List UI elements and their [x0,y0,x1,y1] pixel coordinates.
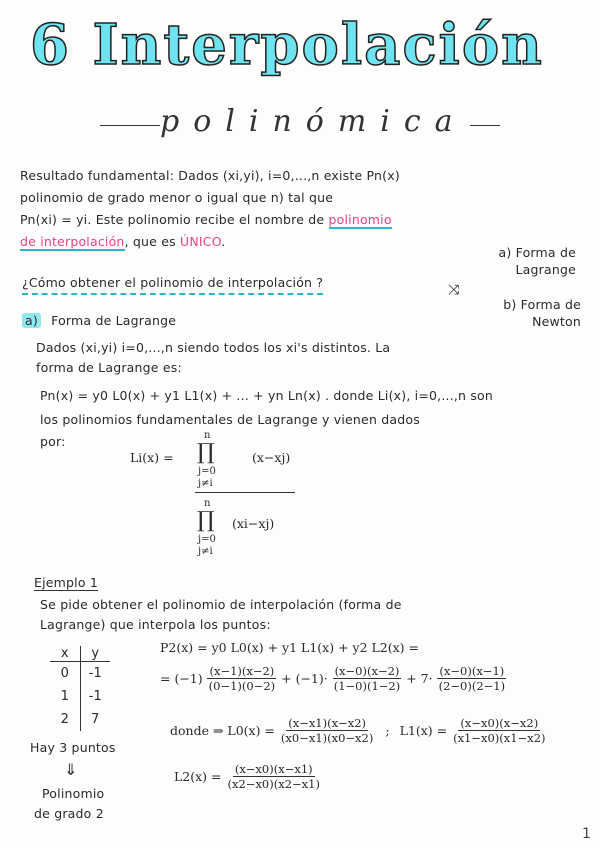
li-label: Li(x) = [130,450,174,465]
theorem-line-1: Resultado fundamental: Dados (xi,yi), i=0,...,n existe Pn(x) [20,168,400,183]
note-grado: de grado 2 [34,806,104,821]
table-cell: -1 [88,689,102,704]
separator: ; [385,723,390,738]
theorem-line-2: polinomio de grado menor o igual que n) tal que [20,190,334,205]
question-arrow-icon: ⤨ [448,282,460,298]
question: ¿Cómo obtener el polinomio de interpolación ? [22,275,323,295]
section-a-p1-line1: Dados (xi,yi) i=0,...,n siendo todos los xi's distintos. La [36,340,391,355]
points-table [50,646,110,731]
num-term: (x−xj) [252,450,291,465]
page-number: 1 [582,826,591,842]
p2-expansion [160,664,507,693]
theorem-line-4 [20,234,225,249]
chapter-subtitle: polinómica [160,104,467,139]
l2-den: (x2−x0)(x2−x1) [227,777,320,791]
prod-lower1-den: j=0 [198,534,216,545]
chapter-word: Interpolación [92,12,544,78]
l1-num: (x−x0)(x−x2) [460,716,539,730]
question-option-a: a) Forma de Lagrange [498,245,576,277]
prod-upper-den: n [204,498,211,509]
l1-den: (x1−x0)(x1−x2) [453,731,546,745]
l2-label: L2(x) = [174,769,222,784]
theorem-term-polinomio: polinomio [328,212,392,227]
product-icon-den: ∏ [197,508,215,533]
note-polinomio: Polinomio [42,786,105,801]
plus-1: + (−1)· [281,671,328,686]
f2-num: (x−0)(x−2) [334,664,400,678]
eq-start: = (−1) [160,671,203,686]
table-cell: 0 [60,666,69,681]
fraction-1 [207,664,277,693]
down-arrow-icon: ⇓ [64,760,78,779]
l2-fraction [226,762,322,791]
section-a-title: Forma de Lagrange [51,313,177,328]
section-a-p1-line2: forma de Lagrange es: [36,360,182,375]
l0-fraction [279,716,375,745]
prod-lower2-den: j≠i [198,546,213,557]
table-header-x: x [50,646,81,661]
f3-den: (2−0)(2−1) [438,679,506,693]
theorem-line-3 [20,212,392,227]
f3-num: (x−0)(x−1) [439,664,505,678]
theorem-term-interpolacion: de interpolación [20,234,125,249]
theorem-unico: ÚNICO [180,234,222,249]
l2-num: (x−x0)(x−x1) [234,762,313,776]
f2-den: (1−0)(1−2) [333,679,401,693]
table-cell: 2 [60,712,69,727]
chapter-number: 6 [30,12,71,78]
fraction-2 [332,664,402,693]
section-a-letter: a) [22,313,41,328]
theorem-line-3a: Pn(xi) = yi. Este polinomio recibe el nombre de [20,212,329,227]
example-line-2: Lagrange) que interpola los puntos: [40,617,271,632]
section-a-p2-line2: los polinomios fundamentales de Lagrange y vienen dados [40,412,420,427]
prod-upper-num: n [204,430,211,441]
donde-label: donde ⇒ L0(x) = [170,723,275,738]
fraction-bar [195,492,295,493]
product-icon-num: ∏ [197,440,215,465]
donde-line [170,716,548,745]
table-header-y: y [91,646,100,661]
f1-den: (0−1)(0−2) [208,679,276,693]
fraction-3 [437,664,507,693]
table-cell: -1 [88,666,102,681]
plus-2: + 7· [406,671,433,686]
theorem-line-4d: . [221,234,226,249]
example-heading: Ejemplo 1 [34,575,99,590]
prod-lower1-num: j=0 [198,466,216,477]
note-points: Hay 3 puntos [30,740,116,755]
table-y-col [81,662,111,731]
p2-line: P2(x) = y0 L0(x) + y1 L1(x) + y2 L2(x) = [160,640,420,655]
l1-label: L1(x) = [399,723,448,738]
chapter-title [30,12,544,78]
table-x-col [50,662,81,731]
f1-num: (x−1)(x−2) [209,664,275,678]
table-cell: 7 [91,712,100,727]
section-a-heading [22,313,176,328]
theorem-line-4b: , que es [124,234,181,249]
subtitle-line-right [470,125,500,126]
den-term: (xi−xj) [232,516,275,531]
prod-lower2-num: j≠i [198,478,213,489]
question-option-b: b) Forma de Newton [503,297,581,329]
l0-den: (x0−x1)(x0−x2) [280,731,374,745]
table-cell: 1 [60,689,69,704]
subtitle-line-left [100,125,160,126]
l1-fraction [451,716,547,745]
l2-line [174,762,322,791]
section-a-p2-line1: Pn(x) = y0 L0(x) + y1 L1(x) + ... + yn Ln(x) . donde Li(x), i=0,...,n son [40,388,494,403]
section-a-p2-line3: por: [40,434,66,449]
l0-num: (x−x1)(x−x2) [288,716,367,730]
example-line-1: Se pide obtener el polinomio de interpolación (forma de [40,597,402,612]
